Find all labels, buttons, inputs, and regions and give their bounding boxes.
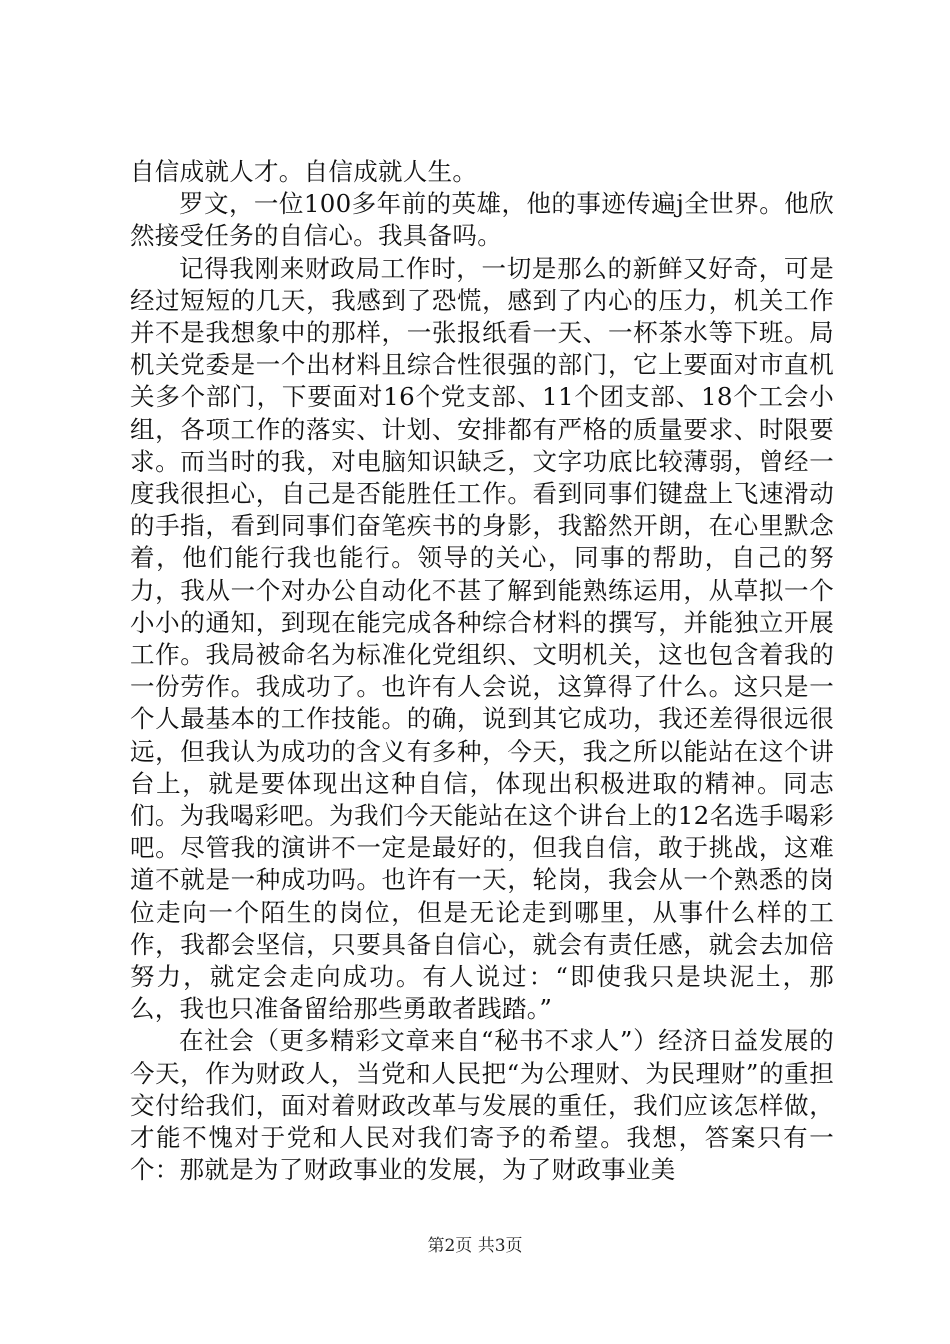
paragraph-4: 在社会（更多精彩文章来自“秘书不求人”）经济日益发展的今天，作为财政人，当党和人民把“为公理财、为民理财”的重担交付给我们，面对着财政改革与发展的重任，我们应该怎样做，才能不愧对于党和人民对我们寄予的希望。我想，答案只有一个：那就是为了财政事业的发展，为了财政事业美 (130, 1026, 834, 1185)
page-number-label: 第2页 共3页 (427, 1236, 523, 1256)
document-body (130, 156, 834, 1187)
page-footer (0, 1235, 950, 1257)
paragraph-1: 自信成就人才。自信成就人生。 (130, 157, 478, 186)
paragraph-3: 记得我刚来财政局工作时，一切是那么的新鲜又好奇，可是经过短短的几天，我感到了恐慌，感到了内心的压力，机关工作并不是我想象中的那样，一张报纸看一天、一杯茶水等下班。局机关党委是一个出材料且综合性很强的部门，它上要面对市直机关多个部门，下要面对16个党支部、11个团支部、18个工会小组，各项工作的落实、计划、安排都有严格的质量要求、时限要求。而当时的我，对电脑知识缺乏，文字功底比较薄弱，曾经一度我很担心，自己是否能胜任工作。看到同事们键盘上飞速滑动的手指，看到同事们奋笔疾书的身影，我豁然开朗，在心里默念着，他们能行我也能行。领导的关心，同事的帮助，自己的努力，我从一个对办公自动化不甚了解到能熟练运用，从草拟一个小小的通知，到现在能完成各种综合材料的撰写，并能独立开展工作。我局被命名为标准化党组织、文明机关，这也包含着我的一份劳作。我成功了。也许有人会说，这算得了什么。这只是一个人最基本的工作技能。的确，说到其它成功，我还差得很远很远，但我认为成功的含义有多种，今天，我之所以能站在这个讲台上，就是要体现出这种自信，体现出积极进取的精神。同志们。为我喝彩吧。为我们今天能站在这个讲台上的12名选手喝彩吧。尽管我的演讲不一定是最好的，但我自信，敢于挑战，这难道不就是一种成功吗。也许有一天，轮岗，我会从一个熟悉的岗位走向一个陌生的岗位，但是无论走到哪里，从事什么样的工作，我都会坚信，只要具备自信心，就会有责任感，就会去加倍努力，就定会走向成功。有人说过：“即使我只是块泥土，那么，我也只准备留给那些勇敢者践踏。” (130, 253, 834, 1024)
paragraph-2: 罗文，一位100多年前的英雄，他的事迹传遍j全世界。他欣然接受任务的自信心。我具备吗。 (130, 189, 834, 251)
